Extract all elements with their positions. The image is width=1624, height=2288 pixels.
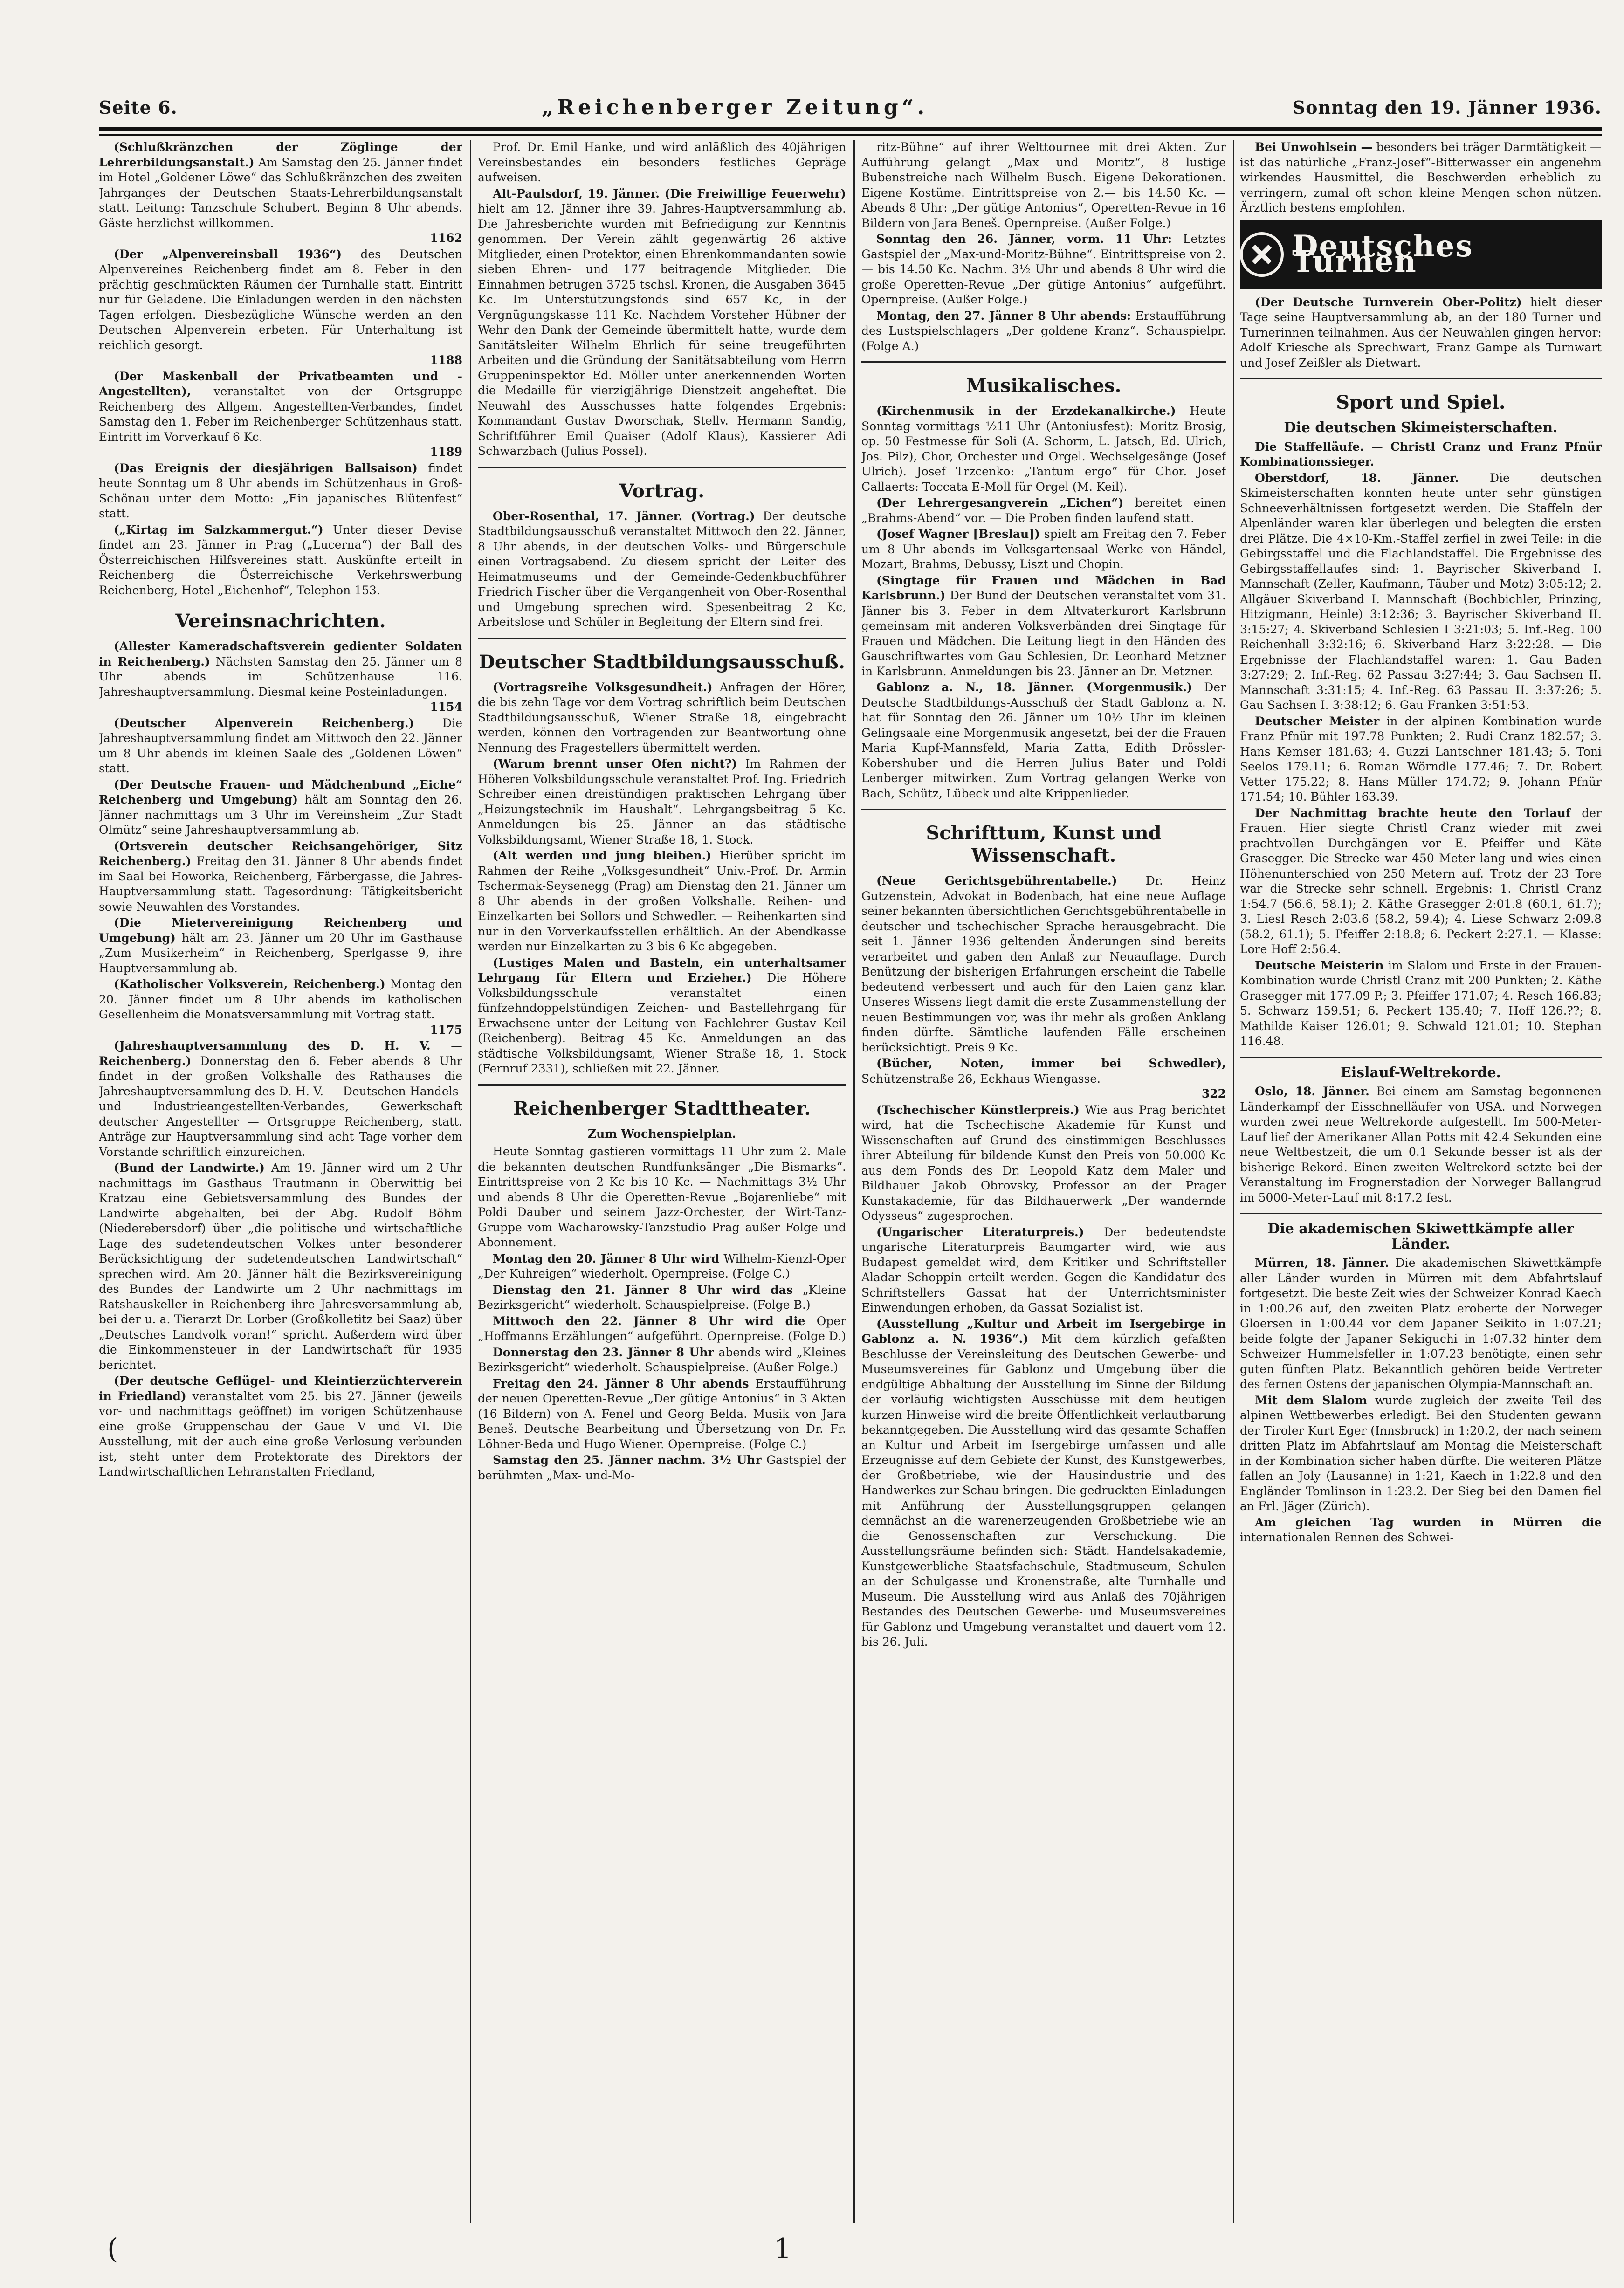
article-heading: Alt-Paulsdorf, 19. Jänner. (Die Freiwillige Feuerwehr) <box>493 186 846 200</box>
article-heading: Deutscher Meister <box>1255 714 1380 728</box>
article-paragraph <box>99 1038 462 1160</box>
article-text: Hierüber spricht im Rahmen der Reihe „Volksgesundheit“ Univ.-Prof. Dr. Armin Tschermak-Seysenegg (Prag) am Dienstag den 21. Jänner um 8 Uhr abends in der großen Volkshalle. Reihen- und Einzelkarten bei Sollors und Schwedler. — Reihenkarten sind nur in den Vorverkaufsstellen erhältlich. An der Abendkasse werden nur Einzelkarten zu 3 bis 6 Kc abgegeben. <box>478 849 846 953</box>
article-heading: (Der Maskenball der Privatbeamten und -Angestellten), <box>99 369 462 398</box>
article-paragraph <box>99 247 462 368</box>
article-text: veranstaltet vom 25. bis 27. Jänner (jeweils vor- und nachmittags geöffnet) im vorigen Schützenhause eine große Gruppenschau der Gaue V und VI. Die Ausstellung, mit der auch eine große Verlosung verbunden ist, steht unter dem Protektorate des Direktors der Landwirtschaftlichen Lehranstalten Friedland, <box>99 1389 462 1478</box>
article-paragraph <box>1240 1084 1602 1205</box>
article-list <box>478 140 846 459</box>
article-text: ritz-Bühne“ auf ihrer Welttournee mit drei Akten. Zur Aufführung gelangt „Max und Moritz“, 8 lustige Bubenstreiche nach Wilhelm Busch. Eigene Dekorationen. Eigene Kostüme. Eintrittspreise von 2.— bis 14.50 Kc. — Abends 8 Uhr: „Der gütige Antonius“, Operetten-Revue in 16 Bildern von Jara Beneš. Opernpreise. (Außer Folge.) <box>861 140 1226 230</box>
article-paragraph <box>99 839 462 915</box>
article-paragraph <box>1240 1515 1602 1546</box>
divider <box>861 361 1226 363</box>
article-heading: (Bücher, Noten, immer bei Schwedler), <box>876 1057 1226 1070</box>
article-text: Die akademischen Skiwettkämpfe aller Länder wurden in Mürren mit dem Abfahrtslauf fortgesetzt. Die beste Zeit wies der Schweizer Konrad Kaech in 1:00.26 auf, den zweiten Platz eroberte der Norweger Gloersen in 1:00.44 vor dem Japaner Seikito in 1:07.21; beide folgte der Japaner Sekiguchi in 1:07.32 hinter dem Schweizer Hummelsfeller in 1:07.23 benötigte, einen sehr guten fünften Platz. Bekanntlich gehören beide Vertreter des fernen Ostens der japanischen Olympia-Mannschaft an. <box>1240 1256 1602 1391</box>
article-text: der Frauen. Hier siegte Christl Cranz wieder mit zwei prachtvollen Durchgängen vor E. Pfeiffer und Käte Grasegger. Die Strecke war 450 Meter lang und wies einen Höhenunterschied von 250 Metern auf. Trotz der 23 Tore war die Strecke sehr schnell. Ergebnis: 1. Christl Cranz 1:54.7 (56.6, 58.1); 2. Käthe Grasegger 2:01.8 (60.1, 61.7); 3. Liesl Resch 2:03.6 (58.2, 59.4); 4. Liese Schwarz 2:09.8 (58.2, 61.1); 5. Pfeiffer 2:18.8; 6. Peckert 2:27.1. — Klasse: Lore Hoff 2:56.4. <box>1240 806 1602 956</box>
article-heading: (Tschechischer Künstlerpreis.) <box>876 1103 1080 1117</box>
subsection-title-skimeisterschaften: Die deutschen Skimeisterschaften. <box>1284 419 1558 436</box>
article-list <box>1240 440 1602 1049</box>
article-paragraph <box>478 140 846 186</box>
article-paragraph <box>99 716 462 776</box>
article-heading: (Vortragsreihe Volksgesundheit.) <box>493 680 713 694</box>
article-text: Bei einem am Samstag begonnenen Länderkampf der Eisschnelläufer von USA. und Norwegen wurden zwei neue Weltrekorde aufgestellt. Im 500-Meter-Lauf lief der Amerikaner Allan Potts mit 42.4 Sekunden eine neue Weltbestzeit, die um 0.1 Sekunde besser ist als der bisherige Rekord. Einen zweiten Weltrekord setzte bei der Veranstaltung im Frognerstadion der Norweger Ballangrud im 5000-Meter-Lauf mit 8:17.2 fest. <box>1240 1085 1602 1204</box>
column-3 <box>861 140 1226 2232</box>
article-heading: (Neue Gerichtsgebührentabelle.) <box>876 874 1117 887</box>
article-heading: Oslo, 18. Jänner. <box>1255 1085 1369 1098</box>
article-paragraph <box>99 977 462 1038</box>
ad-reference-number: 1175 <box>430 1023 462 1037</box>
article-text: Schützenstraße 26, Eckhaus Wiengasse. <box>861 1072 1101 1086</box>
column-divider <box>1233 140 1234 2223</box>
article-paragraph <box>478 1314 846 1344</box>
article-list <box>1240 1256 1602 1546</box>
article-paragraph <box>99 369 462 460</box>
article-text: Donnerstag den 6. Feber abends 8 Uhr findet in der großen Volkshalle des Rathauses die Jahreshauptversammlung des D. H. V. — Deutschen Handels- und Industrieangestellten-Verbandes, Gewerkschaft deutscher Angestellter — Ortsgruppe Reichenberg, statt. Anträge zur Hauptversammlung sind acht Tage vorher dem Vorstande schriftlich einzureichen. <box>99 1054 462 1159</box>
section-title-musikalisches: Musikalisches. <box>966 375 1122 397</box>
article-paragraph <box>861 232 1226 308</box>
article-paragraph <box>861 1225 1226 1316</box>
article-paragraph <box>99 1374 462 1480</box>
article-text: Dr. Heinz Gutzenstein, Advokat in Bodenbach, hat eine neue Auflage seiner bekannten übersichtlichen Gerichtsgebührentabelle in deutscher und tschechischer Sprache herausgebracht. Die seit 1. Jänner 1936 geltenden Änderungen sind bereits verarbeitet und gaben den Anlaß zur Neuauflage. Durch Benützung der bisherigen Erfahrungen erscheint die Tabelle bedeutend verbessert und auch für den Laien ganz klar. Unseres Wissens liegt damit die erste Zusammenstellung der neuen Bestimmungen vor, was ihr mehr als großen Anklang finden dürfte. Sämtliche laufenden Fälle erscheinen berücksichtigt. Preis 9 Kc. <box>861 874 1226 1054</box>
article-list <box>99 639 462 1480</box>
article-list <box>1240 1084 1602 1205</box>
article-paragraph <box>478 1283 846 1313</box>
article-paragraph <box>99 522 462 598</box>
article-heading: Mürren, 18. Jänner. <box>1255 1256 1389 1270</box>
article-paragraph <box>478 1144 846 1250</box>
article-paragraph <box>478 756 846 847</box>
article-text: Anfragen der Hörer, die bis zehn Tage vor dem Vortrag schriftlich beim Deutschen Stadtbildungsausschuß, Wiener Straße 18, eingebracht werden, können den Vortragenden zur Beantwortung ohne Nennung des Fragestellers übermittelt werden. <box>478 680 846 755</box>
article-text: Unter dieser Devise findet am 23. Jänner in Prag („Lucerna“) der Ball des Österreichischen Hilfsvereines statt. Auskünfte erteilt in Reichenberg die Österreichische Verkehrswerbung Reichenberg, Hotel „Eichenhof“, Telephon 153. <box>99 522 462 597</box>
divider <box>478 638 846 639</box>
article-heading: Montag, den 27. Jänner 8 Uhr abends: <box>876 309 1131 323</box>
article-heading: Die Staffelläufe. — Christl Cranz und Franz Pfnür Kombinationssieger. <box>1240 440 1602 468</box>
article-text: hält am 23. Jänner um 20 Uhr im Gasthause „Zum Musikerheim“ in Reichenberg, Sperlgasse 9, ihre Hauptversammlung ab. <box>99 931 462 975</box>
divider <box>1240 1057 1602 1058</box>
article-text: veranstaltet von der Ortsgruppe Reichenberg des Allgem. Angestellten-Verbandes, findet Samstag den 1. Feber im Reichenberger Schützenhaus statt. Eintritt im Vorverkauf 6 Kc. <box>99 385 462 444</box>
page-number: Seite 6. <box>99 96 178 118</box>
article-heading: (Jahreshauptversammlung des D. H. V. — Reichenberg.) <box>99 1039 462 1068</box>
article-heading: (Deutscher Alpenverein Reichenberg.) <box>114 716 414 730</box>
article-text: Freitag den 31. Jänner 8 Uhr abends findet im Saal bei Howorka, Reichenberg, Färbergasse, die Jahres-Hauptversammlung statt. Tagesordnung: Tätigkeitsbericht sowie Neuwahlen des Vorstandes. <box>99 854 462 914</box>
article-paragraph <box>478 1453 846 1483</box>
article-heading: (Josef Wagner [Breslau]) <box>876 527 1040 541</box>
article-heading: Montag den 20. Jänner 8 Uhr wird <box>493 1251 720 1265</box>
article-paragraph <box>1240 1256 1602 1392</box>
article-paragraph <box>478 1345 846 1375</box>
article-paragraph <box>99 915 462 976</box>
article-heading: (Ungarischer Literaturpreis.) <box>876 1225 1084 1239</box>
article-text: Heute Sonntag vormittags ½11 Uhr (Antoniusfest): Moritz Brosig, op. 50 Festmesse für Soli (A. Schorm, L. Jatsch, Ed. Ulrich, Jos. Pilz), Chor, Orchester und Orgel. Wechselgesänge (Josef Ulrich). Josef Trzcenko: „Tantum ergo“ für Chor. Josef Callaerts: Toccata E-Moll für Orgel (M. Keil). <box>861 404 1226 494</box>
newspaper-title: „Reichenberger Zeitung“. <box>542 95 929 119</box>
article-text: Mit dem kürzlich gefaßten Beschlusse der Vereinsleitung des Deutschen Gewerbe- und Museumsvereines für Gablonz und Umgebung über die endgültige Abhaltung der Ausstellung im Sinne der Bildung der vorläufig wichtigsten Ausschüsse mit dem heutigen kurzen Hinweise wird die breite Öffentlichkeit verlautbarung bekanntgegeben. Die Ausstellung wird das gesamte Schaffen an Kultur und Arbeit im Isergebirge umfassen und alle Erzeugnisse auf dem Gebiete der Kunst, des Kunstgewerbes, der Großbetriebe, wie der Hausindustrie und des Handwerkes zur Schau bringen. Die gedruckten Einladungen mit Anführung der Ausstellungsgruppen gelangen demnächst an die warenerzeugenden Großbetriebe wie an die Genossenschaften zur Verschickung. Die Ausstellungsräume befinden sich: Städt. Handelsakademie, Kunstgewerbliche Staatsfachschule, Stadtmuseum, Schulen an der Schulgasse und Kronenstraße, alte Turnhalle und Museum. Die Ausstellung wird aus Anlaß des 70jährigen Bestandes des Deutschen Gewerbe- und Museumsvereines für Gablonz und Umgebung veranstaltet und dauert vom 12. bis 26. Juli. <box>861 1332 1226 1649</box>
article-list <box>861 404 1226 801</box>
article-list <box>99 140 462 598</box>
article-paragraph <box>861 404 1226 495</box>
article-paragraph <box>861 309 1226 354</box>
article-text: Prof. Dr. Emil Hanke, und wird anläßlich des 40jährigen Vereinsbestandes ein besonders festliches Gepräge aufweisen. <box>478 140 846 184</box>
article-text: Der deutsche Stadtbildungsausschuß veranstaltet Mittwoch den 22. Jänner, 8 Uhr abends, in der deutschen Volks- und Bürgerschule einen Vortragsabend. Zu diesem spricht der Leiter des Heimatmuseums und der Gemeinde-Gedenkbuchführer Friedrich Fischer über die Vergangenheit von Ober-Rosenthal und Umgebung sprechen wird. Spesenbeitrag 2 Kc, Arbeitslose und Schüler in Begleitung der Eltern sind frei. <box>478 509 846 629</box>
article-heading: (Der Lehrergesangverein „Eichen“) <box>876 496 1124 509</box>
ad-reference-number: 322 <box>1201 1087 1226 1100</box>
article-heading: (Die Mietervereinigung Reichenberg und Umgebung) <box>99 916 462 945</box>
turner-cross-icon <box>1240 232 1284 277</box>
article-heading: (Singtage für Frauen und Mädchen in Bad Karlsbrunn.) <box>861 573 1226 602</box>
ad-reference-number: 1162 <box>430 231 462 245</box>
article-text: wurde zugleich der zweite Teil des alpinen Wettbewerbes erledigt. Bei den Studenten gewann der Tiroler Kurt Eger (Innsbruck) in 1:20.2, der nach seinem dritten Platz im Abfahrtslauf am Montag die Meisterschaft in der Kombination sicher haben dürfte. Die weiteren Plätze fallen an Joly (Lausanne) in 1:21, Kaech in 1:22.8 und den Engländer Tomlinson in 1:23.2. Der Sieg bei den Damen fiel an Frl. Jäger (Zürich). <box>1240 1393 1602 1513</box>
article-paragraph <box>478 509 846 630</box>
column-1 <box>99 140 462 2232</box>
column-4 <box>1240 140 1602 2232</box>
article-paragraph <box>861 680 1226 801</box>
article-heading: Sonntag den 26. Jänner, vorm. 11 Uhr: <box>876 232 1172 246</box>
article-paragraph <box>478 680 846 756</box>
article-heading: Dienstag den 21. Jänner 8 Uhr wird das <box>493 1283 793 1297</box>
section-title-stadttheater: Reichenberger Stadttheater. <box>513 1097 811 1120</box>
article-heading: Freitag den 24. Jänner 8 Uhr abends <box>493 1376 749 1390</box>
article-heading: (Allester Kameradschaftsverein gedienter Soldaten in Reichenberg.) <box>99 639 462 668</box>
article-text: Die Höhere Volksbildungsschule veranstaltet einen fünfzehndoppelstündigen Zeichen- und Bastellehrgang für Erwachsene unter der Leitung von Fachlehrer Gustav Keil (Reichenberg). Beitrag 45 Kc. Anmeldungen an das städtische Volksbildungsamt, Wiener Straße 18, 1. Stock (Fernruf 2331), schließen mit 22. Jänner. <box>478 971 846 1075</box>
article-paragraph <box>861 1056 1226 1102</box>
article-text: abends wird „Kleines Bezirksgericht“ wiederholt. Schauspielpreise. (Außer Folge.) <box>478 1345 846 1374</box>
article-text: Montag den 20. Jänner findet um 8 Uhr abends im katholischen Gesellenheim die Monatsversammlung mit Vortrag statt. <box>99 977 462 1021</box>
ad-reference-number: 1189 <box>430 445 462 459</box>
article-heading: (Der deutsche Geflügel- und Kleintierzüchterverein in Friedland) <box>99 1374 462 1403</box>
article-text: Erstaufführung des Lustspielschlagers „Der goldene Kranz“. Schauspielpr. (Folge A.) <box>861 309 1226 353</box>
article-paragraph <box>861 1317 1226 1650</box>
article-text: Letztes Gastspiel der „Max-und-Moritz-Bühne“. Eintrittspreise von 2.— bis 14.50 Kc. Nachm. 3½ Uhr und abends 8 Uhr wird die große Operetten-Revue „Der gütige Antonius“ aufgeführt. Opernpreise. (Außer Folge.) <box>861 232 1226 306</box>
footer-mark: ( <box>107 2233 118 2265</box>
footer-mark: 1 <box>774 2233 792 2265</box>
article-paragraph <box>478 1251 846 1282</box>
article-text: Gastspiel der berühmten „Max- und-Mo- <box>478 1453 846 1482</box>
article-paragraph <box>861 495 1226 526</box>
article-heading: (Das Ereignis der diesjährigen Ballsaison) <box>114 461 418 475</box>
article-paragraph <box>99 777 462 838</box>
article-list <box>478 680 846 1077</box>
article-text: Im Rahmen der Höheren Volksbildungsschule veranstaltet Prof. Ing. Friedrich Schreiber einen dreistündigen praktischen Lehrgang über „Heizungstechnik im Haushalt“. Lehrgangsbeitrag 5 Kc. Anmeldungen bis 25. Jänner an das städtische Volksbildungsamt, Wiener Straße 18, 1. Stock. <box>478 757 846 846</box>
article-heading: (Ortsverein deutscher Reichsangehöriger, Sitz Reichenberg.) <box>99 839 462 868</box>
article-text: Am Samstag den 25. Jänner findet im Hotel „Goldener Löwe“ das Schlußkränzchen des zweiten Jahrganges der Deutschen Staats-Lehrerbildungsanstalt statt. Leitung: Tanzschule Schubert. Beginn 8 Uhr abends. Gäste herzlichst willkommen. <box>99 155 462 230</box>
section-title-stadtbildungsausschuss: Deutscher Stadtbildungsausschuß. <box>479 651 845 673</box>
article-heading: (Ausstellung „Kultur und Arbeit im Isergebirge in Gablonz a. N. 1936“.) <box>861 1317 1226 1346</box>
divider <box>478 1084 846 1086</box>
article-paragraph <box>99 140 462 246</box>
article-text: findet heute Sonntag um 8 Uhr abends im Schützenhaus in Groß-Schönau unter dem Motto: „Ein japanisches Blütenfest“ statt. <box>99 461 462 520</box>
article-heading: Samstag den 25. Jänner nachm. 3½ Uhr <box>493 1453 762 1467</box>
article-heading: Mittwoch den 22. Jänner 8 Uhr wird die <box>493 1314 805 1328</box>
article-text: spielt am Freitag den 7. Feber um 8 Uhr abends im Volksgartensaal Werke von Händel, Mozart, Brahms, Debussy, Liszt und Chopin. <box>861 527 1226 571</box>
section-title-vortrag: Vortrag. <box>619 480 705 502</box>
article-heading: (Der Deutsche Frauen- und Mädchenbund „Eiche“ Reichenberg und Umgebung) <box>99 777 462 806</box>
article-list <box>861 873 1226 1650</box>
article-text: Erstaufführung der neuen Operetten-Revue „Der gütige Antonius“ in 3 Akten (16 Bildern) von A. Fenel und Georg Belda. Musik von Jara Beneš. Deutsche Bearbeitung und Übersetzung von Dr. Fr. Löhner-Beda und Hugo Wiener. Opernpreise. (Folge C.) <box>478 1376 846 1451</box>
article-text: Die Jahreshauptversammlung findet am Mittwoch den 22. Jänner um 8 Uhr abends im kleinen Saale des „Goldenen Löwen“ statt. <box>99 716 462 775</box>
deutsches-turnen-banner <box>1240 220 1602 289</box>
article-list <box>1240 295 1602 371</box>
article-paragraph <box>99 1161 462 1373</box>
article-list <box>861 140 1226 354</box>
divider <box>1240 1213 1602 1214</box>
article-heading: Am gleichen Tag wurden in Mürren die <box>1255 1515 1602 1529</box>
section-subtitle: Zum Wochenspielplan. <box>587 1127 736 1141</box>
subsection-title-eislauf: Eislauf-Weltrekorde. <box>1340 1064 1501 1081</box>
article-text: internationalen Rennen des Schwei- <box>1240 1531 1454 1544</box>
ad-reference-number: 1188 <box>430 353 462 367</box>
article-heading: Ober-Rosenthal, 17. Jänner. (Vortrag.) <box>493 509 755 523</box>
article-text: bereitet einen „Brahms-Abend“ vor. — Die Proben finden laufend statt. <box>861 496 1226 525</box>
banner-title: Deutsches Turnen <box>1292 229 1473 279</box>
article-paragraph <box>1240 714 1602 805</box>
masthead-rule-thin <box>99 134 1602 136</box>
article-heading: (Der „Alpenvereinsball 1936“) <box>114 247 342 261</box>
article-paragraph <box>861 140 1226 231</box>
column-divider <box>853 140 855 2223</box>
article-heading: („Kirtag im Salzkammergut.“) <box>114 522 323 536</box>
article-list <box>1240 140 1602 216</box>
article-text: Die deutschen Skimeisterschaften konnten heute unter sehr günstigen Schneeverhältnissen fortgesetzt werden. Die Staffeln der Alpenländer waren klar überlegen und belegten die ersten drei Plätze. Die 4×10-Km.-Staffel zerfiel in zwei Teile: in die Gebirgsstaffel und die Flachlandstaffel. Die Ergebnisse des Gebirgsstaffellaufes sind: 1. Bayrischer Skiverband I. Mannschaft (Zeller, Kaufmann, Täuber und Motz) 3:05:12; 2. Allgäuer Skiverband I. Mannschaft (Bochbichler, Prinzing, Hitzigmann, Heinle) 3:12:36; 3. Bayrischer Skiverband II. 3:15:27; 4. Skiverband Schlesien I 3:21:03; 5. Inf.-Reg. 100 Reichenhall 3:32:16; 6. Skiverband Harz 3:22:28. — Die Ergebnisse der Flachlandstaffel waren: 1. Gau Baden 3:27:29; 2. Inf.-Reg. 62 Passau 3:27:44; 3. Gau Sachsen II. Mannschaft 3:31:15; 4. Inf.-Reg. 63 Passau II. 3:37:26; 5. Gau Sachsen I. 3:38:12; 6. Gau Franken 3:51:53. <box>1240 471 1602 712</box>
section-title-sport: Sport und Spiel. <box>1336 392 1506 413</box>
article-text: hielt dieser Tage seine Hauptversammlung ab, an der 180 Turner und Turnerinnen teilnahmen. Aus der Neuwahlen gingen hervor: Adolf Kriesche als Sprechwart, Franz Gampe als Turnwart und Josef Zeißler als Dietwart. <box>1240 295 1602 370</box>
article-paragraph <box>1240 295 1602 371</box>
article-text: „Kleine Bezirksgericht“ wiederholt. Schauspielpreise. (Folge B.) <box>478 1283 846 1312</box>
column-divider <box>470 140 471 2223</box>
section-title-vereinsnachrichten: Vereinsnachrichten. <box>175 610 386 632</box>
article-paragraph <box>99 639 462 715</box>
article-heading: (Warum brennt unser Ofen nicht?) <box>493 757 737 770</box>
divider <box>1240 378 1602 379</box>
article-text: im Slalom und Erste in der Frauen-Kombination wurde Christl Cranz mit 200 Punkten; 2. Käthe Grasegger mit 177.09 P.; 3. Pfeiffer 171.07; 4. Resch 166.83; 5. Schwarz 159.51; 6. Peckert 135.40; 7. Hoff 126.??; 8. Mathilde Kaiser 126.01; 9. Schwald 121.01; 10. Stephan 116.48. <box>1240 958 1602 1048</box>
article-paragraph <box>478 955 846 1077</box>
article-heading: Donnerstag den 23. Jänner 8 Uhr <box>493 1345 714 1359</box>
article-heading: Mit dem Slalom <box>1255 1393 1367 1407</box>
section-title-schrifttum: Schrifttum, Kunst und Wissenschaft. <box>926 822 1162 866</box>
article-text: Der Bund der Deutschen veranstaltet vom 31. Jänner bis 3. Feber in dem Altvaterkurort Karlsbrunn gemeinsam mit anderen Volksverbänden drei Singtage für Frauen und Mädchen. Die Leitung liegt in den Händen des Gauschriftwartes vom Gau Schlesien, Dr. Leonhard Metzner in Karlsbrunn. Anmeldungen bis 23. Jänner an Dr. Metzner. <box>861 589 1226 678</box>
article-paragraph <box>1240 440 1602 470</box>
masthead-rule <box>99 127 1602 131</box>
subsection-title-akademische: Die akademischen Skiwettkämpfe aller Länder. <box>1267 1221 1574 1252</box>
article-paragraph <box>99 461 462 522</box>
article-text: hielt am 12. Jänner ihre 39. Jahres-Hauptversammlung ab. Die Jahresberichte wurden mit Befriedigung zur Kenntnis genommen. Der Verein zählt gegenwärtig 26 aktive Mitglieder, einen Protektor, einen Ehrenkommandanten sowie sieben Ehren- und 177 beitragende Mitglieder. Die Einnahmen betrugen 3725 tschsl. Kronen, die Ausgaben 3645 Kc. Im Unterstützungsfonds sind 657 Kc, in der Vergnügungskasse 111 Kc. Nachdem Vorsteher Hübner der Wehr den Dank der Gemeinde übermittelt hatte, wurde dem Sanitätsleiter Wilhelm Ehrlich für seine treugeführten Arbeiten und die Gründung der Sanitätsabteilung vom Herrn Gruppeninspektor Ed. Möller unter anerkennenden Worten die Medaille für vierzigjährige Dienstzeit angeheftet. Die Neuwahl des Ausschusses hatte folgendes Ergebnis: Kommandant Gustav Dworschak, Stellv. Hermann Sandig, Schriftführer Emil Quaiser (Adolf Klaus), Kassierer Adi Schwarzbach (Julius Possel). <box>478 202 846 458</box>
article-paragraph <box>478 848 846 955</box>
article-heading: (Bund der Landwirte.) <box>114 1161 265 1175</box>
article-text: Wie aus Prag berichtet wird, hat die Tschechische Akademie für Kunst und Wissenschaften auf Grund des einstimmigen Beschlusses ihrer Abteilung für bildende Kunst den Preis von 50.000 Kc aus dem Fonds des Dr. Leopold Katz dem Maler und Bildhauer Jakob Obrovsky, Professor an der Prager Kunstakademie, für das Bildhauerwerk „Der wandernde Odysseus“ zugesprochen. <box>861 1103 1226 1223</box>
article-paragraph <box>478 1376 846 1452</box>
article-list <box>478 509 846 630</box>
article-paragraph <box>1240 1393 1602 1514</box>
article-heading: (Kirchenmusik in der Erzdekanalkirche.) <box>876 404 1176 418</box>
article-heading: Der Nachmittag brachte heute den Torlauf <box>1255 806 1571 820</box>
article-text: hält am Sonntag den 26. Jänner nachmittags um 3 Uhr im Vereinsheim „Zur Stadt Olmütz“ seine Jahreshauptversammlung ab. <box>99 793 462 837</box>
article-text: Wilhelm-Kienzl-Oper „Der Kuhreigen“ wiederholt. Opernpreise. (Folge C.) <box>478 1251 846 1280</box>
article-heading: (Katholischer Volksverein, Reichenberg.) <box>114 977 385 991</box>
article-heading: (Der Deutsche Turnverein Ober-Politz) <box>1255 295 1522 309</box>
masthead <box>99 89 1602 126</box>
article-heading: (Schlußkränzchen der Zöglinge der Lehrerbildungsanstalt.) <box>99 140 462 169</box>
article-paragraph <box>861 527 1226 572</box>
article-text: Der bedeutendste ungarische Literaturpreis Baumgarter wird, wie aus Budapest gemeldet wird, dem Kritiker und Schriftsteller Aladar Schoppin erteilt werden. Gegen die Kandidatur des Schriftstellers Gassat hat der Unterrichtsminister Einwendungen erhoben, da Gassat Sozialist ist. <box>861 1225 1226 1314</box>
ad-reference-number: 1154 <box>430 700 462 714</box>
column-2 <box>478 140 846 2232</box>
article-heading: (Lustiges Malen und Basteln, ein unterhaltsamer Lehrgang für Eltern und Erzieher.) <box>478 955 846 984</box>
article-text: Der Deutsche Stadtbildungs-Ausschuß der Stadt Gablonz a. N. hat für Sonntag den 26. Jänner um 10½ Uhr im kleinen Gelingsaale eine Morgenmusik angesetzt, bei der die Frauen Maria Kupf-Mannsfeld, Maria Zatta, Edith Drössler-Kobershuber und die Herren Julius Bater und Poldi Lenberger mitwirken. Zum Vortrag gelangen Werke von Bach, Schütz, Lübeck und alte Krippenlieder. <box>861 680 1226 800</box>
article-heading: Oberstdorf, 18. Jänner. <box>1255 471 1459 485</box>
article-paragraph <box>478 186 846 459</box>
article-heading: Bei Unwohlsein — <box>1255 140 1373 154</box>
article-text: Nächsten Samstag den 25. Jänner um 8 Uhr abends im Schützenhause 116. Jahreshauptversammlung. Diesmal keine Posteinladungen. <box>99 654 462 699</box>
article-text: Am 19. Jänner wird um 2 Uhr nachmittags im Gasthaus Trautmann in Oberwittig bei Kratzau eine Gebietsversammlung des Bundes der Landwirte abgehalten, bei der Abg. Rudolf Böhm (Niederebersdorf) über „die politische und wirtschaftliche Lage des sudetendeutschen Volkes unter besonderer Berücksichtigung der sudetendeutschen Landwirtschaft“ sprechen wird. Am 20. Jänner hält die Bezirksvereinigung des Bundes der Landwirte um 2 Uhr nachmittags im Ratshauskeller in Reichenberg ihre Jahresversammlung ab, bei der u. a. Tierarzt Dr. Lorber (Großkolletitz bei Saaz) über „Deutsches Landvolk voran!“ spricht. Außerdem wird über die Einkommensteuer in der Landwirtschaft für 1935 berichtet. <box>99 1161 462 1372</box>
article-paragraph <box>861 573 1226 680</box>
article-text: des Deutschen Alpenvereines Reichenberg findet am 8. Feber in den prächtig geschmückten Räumen der Turnhalle statt. Eintritt nur für Geladene. Die Einladungen werden in den nächsten Tagen erfolgen. Diesbezügliche Wünsche werden an den Deutschen Alpenverein erbeten. Für Unterhaltung ist reichlich gesorgt. <box>99 247 462 352</box>
article-heading: (Alt werden und jung bleiben.) <box>493 849 712 862</box>
article-text: Heute Sonntag gastieren vormittags 11 Uhr zum 2. Male die bekannten deutschen Rundfunksänger „Die Bismarks“. Eintrittspreise von 2 Kc bis 10 Kc. — Nachmittags 3½ Uhr und abends 8 Uhr die Operetten-Revue „Bojarenliebe“ mit Poldi Dauber und seinem Jazz-Orchester, der Wirt-Tanz-Gruppe vom Wacharowsky-Tanzstudio Prag außer Folge und Abonnement. <box>478 1145 846 1249</box>
article-paragraph <box>1240 471 1602 713</box>
article-paragraph <box>1240 958 1602 1049</box>
article-list <box>478 1144 846 1483</box>
article-text: besonders bei träger Darmtätigkeit — ist das natürliche „Franz-Josef“-Bitterwasser ein angenehm wirkendes Hausmittel, die Beschwerden erheblich zu verringern, zumal oft schon kleine Mengen schon nützen. Ärztlich bestens empfohlen. <box>1240 140 1602 214</box>
article-heading: Gablonz a. N., 18. Jänner. (Morgenmusik.) <box>876 680 1192 694</box>
article-text: in der alpinen Kombination wurde Franz Pfnür mit 197.78 Punkten; 2. Rudi Cranz 182.57; 3. Hans Kemser 181.63; 4. Guzzi Lantschner 181.43; 5. Toni Seelos 179.11; 6. Roman Wörndle 177.46; 7. Dr. Robert Vetter 175.22; 8. Hans Müller 174.72; 9. Johann Pfnür 171.54; 10. Bühler 163.39. <box>1240 714 1602 804</box>
article-paragraph <box>1240 806 1602 957</box>
article-paragraph <box>861 873 1226 1055</box>
issue-date: Sonntag den 19. Jänner 1936. <box>1292 96 1602 118</box>
divider <box>861 809 1226 810</box>
article-text: Oper „Hoffmanns Erzählungen“ aufgeführt. Opernpreise. (Folge D.) <box>478 1314 846 1343</box>
article-heading: Deutsche Meisterin <box>1255 958 1384 972</box>
article-paragraph <box>861 1103 1226 1224</box>
divider <box>478 467 846 468</box>
article-paragraph <box>1240 140 1602 216</box>
